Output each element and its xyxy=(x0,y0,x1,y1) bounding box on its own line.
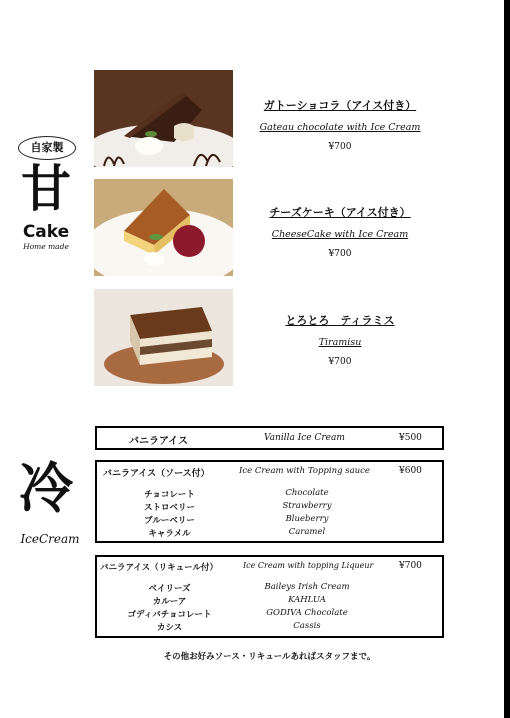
option-name-jp: ゴディバチョコレート xyxy=(127,610,212,620)
option-name-jp: キャラメル xyxy=(148,529,191,539)
option-name-en: Caramel xyxy=(288,527,326,537)
liqueur-name-en: Ice Cream with topping Liqueur xyxy=(243,561,374,570)
option-name-jp: カルーア xyxy=(152,597,187,607)
list-item xyxy=(97,488,442,500)
vanilla-name-jp: バニラアイス xyxy=(129,436,188,447)
option-name-en: Baileys Irish Cream xyxy=(264,582,350,592)
dessert-name-en: CheeseCake with Ice Cream xyxy=(271,229,409,240)
liqueur-price: ¥700 xyxy=(399,561,422,571)
cake-title: Cake xyxy=(22,222,70,242)
sauce-price: ¥600 xyxy=(399,466,422,476)
option-name-en: Cassis xyxy=(293,621,321,631)
sauce-ice-box xyxy=(95,460,444,543)
dessert-name-jp: ガトーショコラ（アイス付き） xyxy=(263,99,417,112)
dessert-item-gateau xyxy=(245,97,435,152)
dessert-name-en: Gateau chocolate with Ice Cream xyxy=(259,122,421,133)
option-name-jp: ベイリーズ xyxy=(148,584,191,594)
sauce-name-jp: バニラアイス（ソース付） xyxy=(103,469,210,479)
cake-subtitle: Home made xyxy=(23,242,69,251)
icecream-logo xyxy=(14,452,86,556)
liqueur-ice-box xyxy=(95,555,444,638)
list-item xyxy=(97,608,442,620)
gateau-chocolat-photo xyxy=(94,70,233,167)
option-name-jp: チョコレート xyxy=(144,490,195,500)
list-item xyxy=(97,595,442,607)
option-name-en: Blueberry xyxy=(285,514,329,524)
homemade-badge: 自家製 xyxy=(18,136,76,160)
option-name-jp: ブルーベリー xyxy=(144,516,195,526)
tiramisu-photo xyxy=(94,289,233,386)
dessert-price: ¥700 xyxy=(328,357,352,367)
cake-logo xyxy=(14,136,84,256)
dessert-name-jp: とろとろ ティラミス xyxy=(285,314,395,327)
option-name-en: Chocolate xyxy=(285,488,329,498)
option-name-jp: ストロベリー xyxy=(143,503,195,513)
icecream-title: IceCream xyxy=(20,532,80,546)
vanilla-price: ¥500 xyxy=(399,433,422,443)
dessert-price: ¥700 xyxy=(328,142,352,152)
cake-kanji: 甘 xyxy=(21,159,71,218)
liqueur-name-jp: バニラアイス（リキュール付） xyxy=(100,563,218,573)
dessert-name-en: Tiramisu xyxy=(318,337,362,348)
option-name-en: GODIVA Chocolate xyxy=(266,608,348,618)
list-item xyxy=(97,527,442,539)
cheesecake-photo xyxy=(94,179,233,276)
page-right-border xyxy=(504,0,510,718)
dessert-item-tiramisu xyxy=(245,312,435,367)
footer-note: その他お好みソース・リキュールあればスタッフまで。 xyxy=(163,652,376,662)
list-item xyxy=(97,621,442,633)
option-name-jp: カシス xyxy=(156,623,183,633)
list-item xyxy=(97,582,442,594)
vanilla-name-en: Vanilla Ice Cream xyxy=(264,433,345,443)
option-name-en: Strawberry xyxy=(282,501,332,511)
option-name-en: KAHLUA xyxy=(288,595,326,605)
sauce-name-en: Ice Cream with Topping sauce xyxy=(239,466,370,476)
list-item xyxy=(97,514,442,526)
dessert-name-jp: チーズケーキ（アイス付き） xyxy=(269,206,411,219)
dessert-price: ¥700 xyxy=(328,249,352,259)
dessert-item-cheesecake xyxy=(245,204,435,259)
list-item xyxy=(97,501,442,513)
icecream-kanji: 冷 xyxy=(19,456,73,520)
vanilla-ice-box xyxy=(95,426,444,450)
